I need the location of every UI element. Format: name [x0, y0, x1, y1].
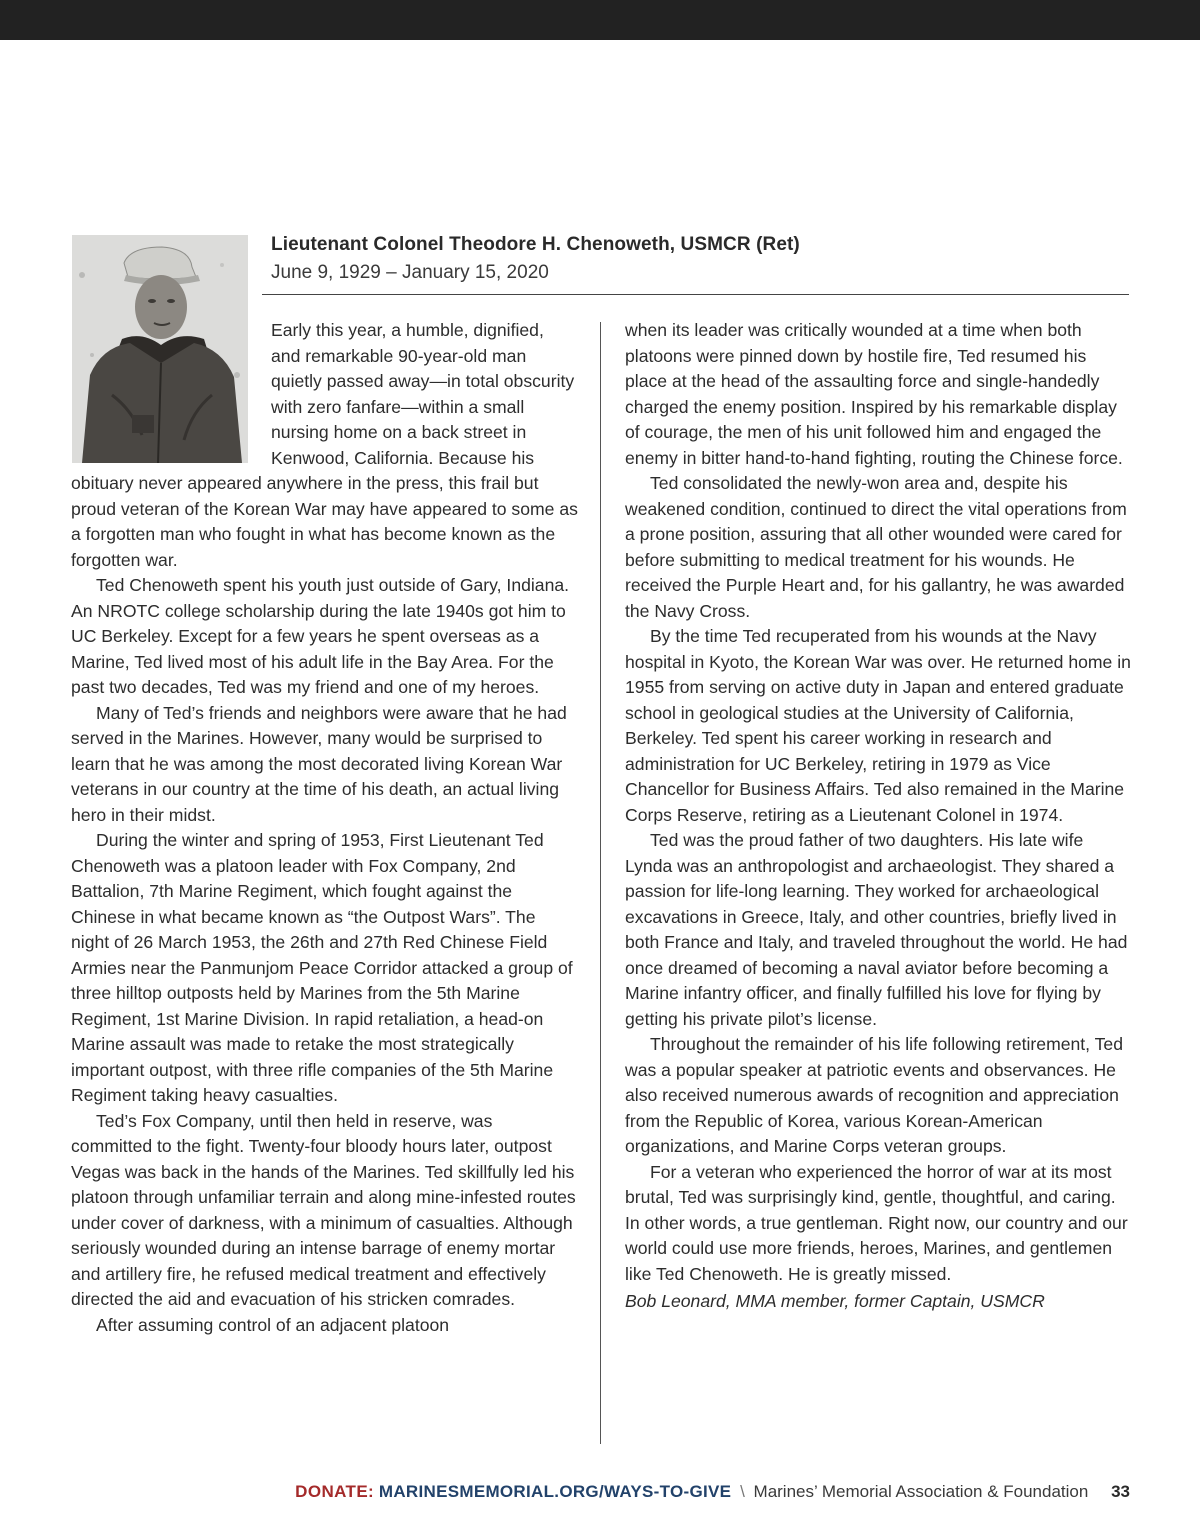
top-bar [0, 0, 1200, 40]
obituary-header [271, 232, 1131, 287]
honoree-name: Lieutenant Colonel Theodore H. Chenoweth, USMCR (Ret) [271, 234, 800, 255]
paragraph: Ted was the proud father of two daughters. His late wife Lynda was an anthropologist and archaeologist. They shared a passion for life-long learning. They worked for archaeological excavations in Greece, Italy, and other countries, briefly lived in both France and Italy, and traveled throughout the world. He had once dreamed of becoming a naval aviator before becoming a Marine infantry officer, and finally fulfilled his love for flying by getting his private pilot’s license. [625, 830, 1128, 1029]
paragraph: when its leader was critically wounded at a time when both platoons were pinned down by hostile fire, Ted resumed his place at the head of the assaulting force and single-handedly charged the enemy position. Inspired by his remarkable display of courage, the men of his unit followed him and engaged the enemy in bitter hand-to-hand fighting, routing the Chinese force. [625, 320, 1123, 468]
paragraph: After assuming control of an adjacent platoon [96, 1314, 450, 1335]
donate-label: DONATE: [295, 1482, 375, 1501]
footer-separator: \ [740, 1482, 745, 1501]
paragraph: For a veteran who experienced the horror of war at its most brutal, Ted was surprisingly kind, gentle, thoughtful, and caring. In other words, a true gentleman. Right now, our country and our world could use more friends, heroes, Marines, and gentlemen like Ted Chenoweth. He is greatly missed. [625, 1161, 1128, 1284]
paragraph: Ted Chenoweth spent his youth just outside of Gary, Indiana. An NROTC college scholarship during the late 1940s got him to UC Berkeley. Except for a few years he spent overseas as a Marine, Ted lived most of his adult life in the Bay Area. For the past two decades, Ted was my friend and one of my heroes. [71, 575, 570, 697]
donate-link[interactable]: MARINESMEMORIAL.ORG/WAYS-TO-GIVE [378, 1482, 732, 1501]
page-footer [0, 1480, 1130, 1504]
author-signature: Bob Leonard, MMA member, former Captain, USMCR [625, 1291, 1045, 1311]
header-rule [262, 294, 1129, 295]
organization-name: Marines’ Memorial Association & Foundation [753, 1482, 1089, 1501]
paragraph: Throughout the remainder of his life following retirement, Ted was a popular speaker at patriotic events and observances. He also received numerous awards of recognition and appreciation from the Republic of Korea, various Korean-American organizations, and Marine Corps veteran groups. [625, 1034, 1124, 1156]
paragraph: Many of Ted’s friends and neighbors were aware that he had served in the Marines. However, many would be surprised to learn that he was among the most decorated living Korean War veterans in our country at the time of his death, an actual living hero in their midst. [71, 702, 567, 825]
life-dates: June 9, 1929 – January 15, 2020 [271, 262, 549, 283]
paragraph: By the time Ted recuperated from his wounds at the Navy hospital in Kyoto, the Korean War was over. He returned home in 1955 from serving on active duty in Japan and entered graduate school in geological studies at the University of California, Berkeley. Ted spent his career working in research and administration for UC Berkeley, retiring in 1979 as Vice Chancellor for Business Affairs. Ted also remained in the Marine Corps Reserve, retiring as a Lieutenant Colonel in 1974. [625, 626, 1131, 825]
article-right-column [625, 318, 1132, 1315]
paragraph: Ted consolidated the newly-won area and, despite his weakened condition, continued to direct the vital operations from a prone position, assuring that all other wounded were cared for before submitting to medical treatment for his wounds. He received the Purple Heart and, for his gallantry, he was awarded the Navy Cross. [625, 473, 1127, 621]
paragraph: Ted’s Fox Company, until then held in reserve, was committed to the fight. Twenty-four bloody hours later, outpost Vegas was back in the hands of the Marines. Ted skillfully led his platoon through unfamiliar terrain and along mine-infested routes under cover of darkness, with a minimum of casualties. Although seriously wounded during an intense barrage of enemy mortar and artillery fire, he refused medical treatment and effectively directed the aid and evacuation of his stricken comrades. [71, 1110, 576, 1309]
page-number: 33 [1111, 1482, 1130, 1501]
photo-wrap-space [71, 318, 271, 471]
article-left-column [71, 318, 578, 1338]
column-divider [600, 322, 601, 1444]
paragraph: During the winter and spring of 1953, First Lieutenant Ted Chenoweth was a platoon leader with Fox Company, 2nd Battalion, 7th Marine Regiment, which fought against the Chinese in what became known as “the Outpost Wars”. The night of 26 March 1953, the 26th and 27th Red Chinese Field Armies near the Panmunjom Peace Corridor attacked a group of three hilltop outposts held by Marines from the 5th Marine Regiment, 1st Marine Division. In rapid retaliation, a head-on Marine assault was made to retake the most strategically important outpost, with three rifle companies of the 5th Marine Regiment taking heavy casualties. [71, 830, 573, 1105]
paragraph: Early this year, a humble, dignified, and remarkable 90-year-old man quietly passed away—in total obscurity with zero fanfare—within a small nursing home on a back street in Kenwood, California. Because his obituary never appeared anywhere in the press, this frail but proud veteran of the Korean War may have appeared to some as a forgotten man who fought in what has become known as the forgotten war. [71, 320, 578, 570]
